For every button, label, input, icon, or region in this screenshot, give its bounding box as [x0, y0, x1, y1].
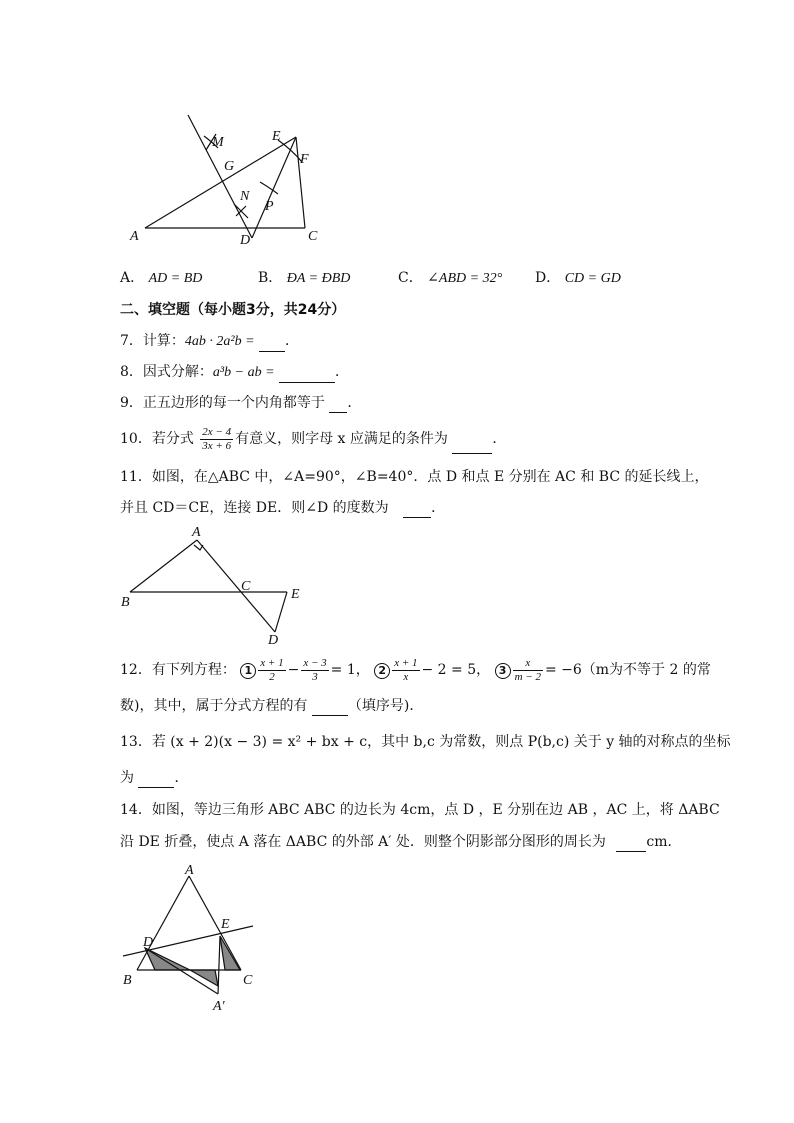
fraction: $\frac{2x - 4}{3x + 6}$ — [202, 425, 232, 452]
bisector-line — [188, 115, 252, 238]
question-7: 7．计算：4ab · 2a²b = ． — [120, 331, 299, 352]
answer-blank — [279, 368, 335, 383]
answer-blank — [452, 439, 492, 454]
figure-1-construction — [120, 110, 340, 250]
label-D: D — [240, 233, 251, 248]
label-E: E — [221, 917, 230, 932]
label-E: E — [272, 129, 281, 144]
shaded-region-left — [145, 948, 190, 970]
q6-options — [120, 268, 621, 289]
label-C: C — [308, 229, 318, 244]
label-A: A — [185, 863, 194, 878]
label-D: D — [143, 935, 154, 950]
shaded-region-mid — [190, 970, 218, 986]
label-A-prime: A′ — [213, 999, 225, 1012]
answer-blank — [403, 503, 431, 518]
question-12-line-2: 数)，其中，属于分式方程的有 （填序号)． — [120, 698, 424, 714]
answer-blank — [312, 701, 348, 716]
question-13-line-1: 13．若 (x + 2)(x − 3) = x² + bx + c，其中 b,c 为常数，则点 P(b,c) 关于 y 轴的对称点的坐标 — [120, 734, 731, 750]
figure-3-folded-triangle — [115, 862, 275, 1012]
figure-2-triangles — [115, 522, 315, 647]
question-9: 9．正五边形的每一个内角都等于 ． — [120, 395, 362, 411]
circle-number-3: 3 — [495, 663, 511, 679]
option-d: D． CD = GD — [535, 270, 621, 286]
label-P: P — [265, 199, 274, 214]
shaded-region-right — [220, 936, 240, 970]
circle-number-2: 2 — [374, 663, 390, 679]
label-A: A — [130, 229, 139, 244]
label-N: N — [240, 189, 250, 204]
label-B: B — [123, 973, 132, 988]
label-M: M — [212, 135, 224, 150]
label-E: E — [291, 587, 300, 602]
question-11-line-2: 并且 CD＝CE，连接 DE．则∠D 的度数为 ． — [120, 500, 446, 516]
circle-number-1: 1 — [240, 663, 256, 679]
question-11-line-1: 11．如图，在△ABC 中，∠A=90°，∠B=40°．点 D 和点 E 分别在 AC 和 BC 的延长线上， — [120, 469, 709, 485]
answer-blank — [329, 398, 347, 413]
label-C: C — [243, 973, 253, 988]
label-B: B — [121, 595, 130, 610]
question-13-line-2: 为 ． — [120, 770, 189, 786]
answer-blank — [259, 337, 285, 352]
question-14-line-1: 14．如图，等边三角形 ABC ABC 的边长为 4cm，点 D ，E 分别在边 AB ，AC 上，将 ΔABC — [120, 802, 720, 818]
label-C: C — [241, 579, 251, 594]
side-AE — [145, 137, 296, 228]
option-b: B． ÐA = ÐBD — [258, 270, 351, 286]
section-2-title: 二、填空题（每小题3分，共24分） — [120, 302, 346, 318]
answer-blank — [138, 773, 174, 788]
label-G: G — [224, 159, 235, 174]
label-D: D — [268, 633, 279, 647]
option-a: A． AD = BD — [120, 270, 203, 286]
question-8: 8．因式分解：a³b − ab = ． — [120, 362, 349, 383]
question-12-line-1: 12．有下列方程： 1 $\frac{x + 1}{2}$ − $\frac{x - 3}{3}$ = 1， 2 $\frac{x + 1}{x}$ − 2 = 5， 3 $\frac{x}{m - 2}$ = −6（m为不等于 2 的常 — [120, 656, 711, 683]
segment-ED — [252, 137, 296, 238]
label-F: F — [300, 152, 309, 167]
question-10: 10．若分式 $\frac{2x - 4}{3x + 6}$ 有意义，则字母 x 应满足的条件为 ． — [120, 424, 506, 454]
option-c: C． ∠ABD = 32° — [398, 270, 503, 286]
answer-blank — [616, 837, 646, 852]
side-EC — [296, 137, 305, 228]
label-A: A — [192, 525, 201, 540]
question-14-line-2: 沿 DE 折叠，使点 A 落在 ΔABC 的外部 A′ 处．则整个阴影部分图形的周长为 cm． — [120, 834, 682, 850]
